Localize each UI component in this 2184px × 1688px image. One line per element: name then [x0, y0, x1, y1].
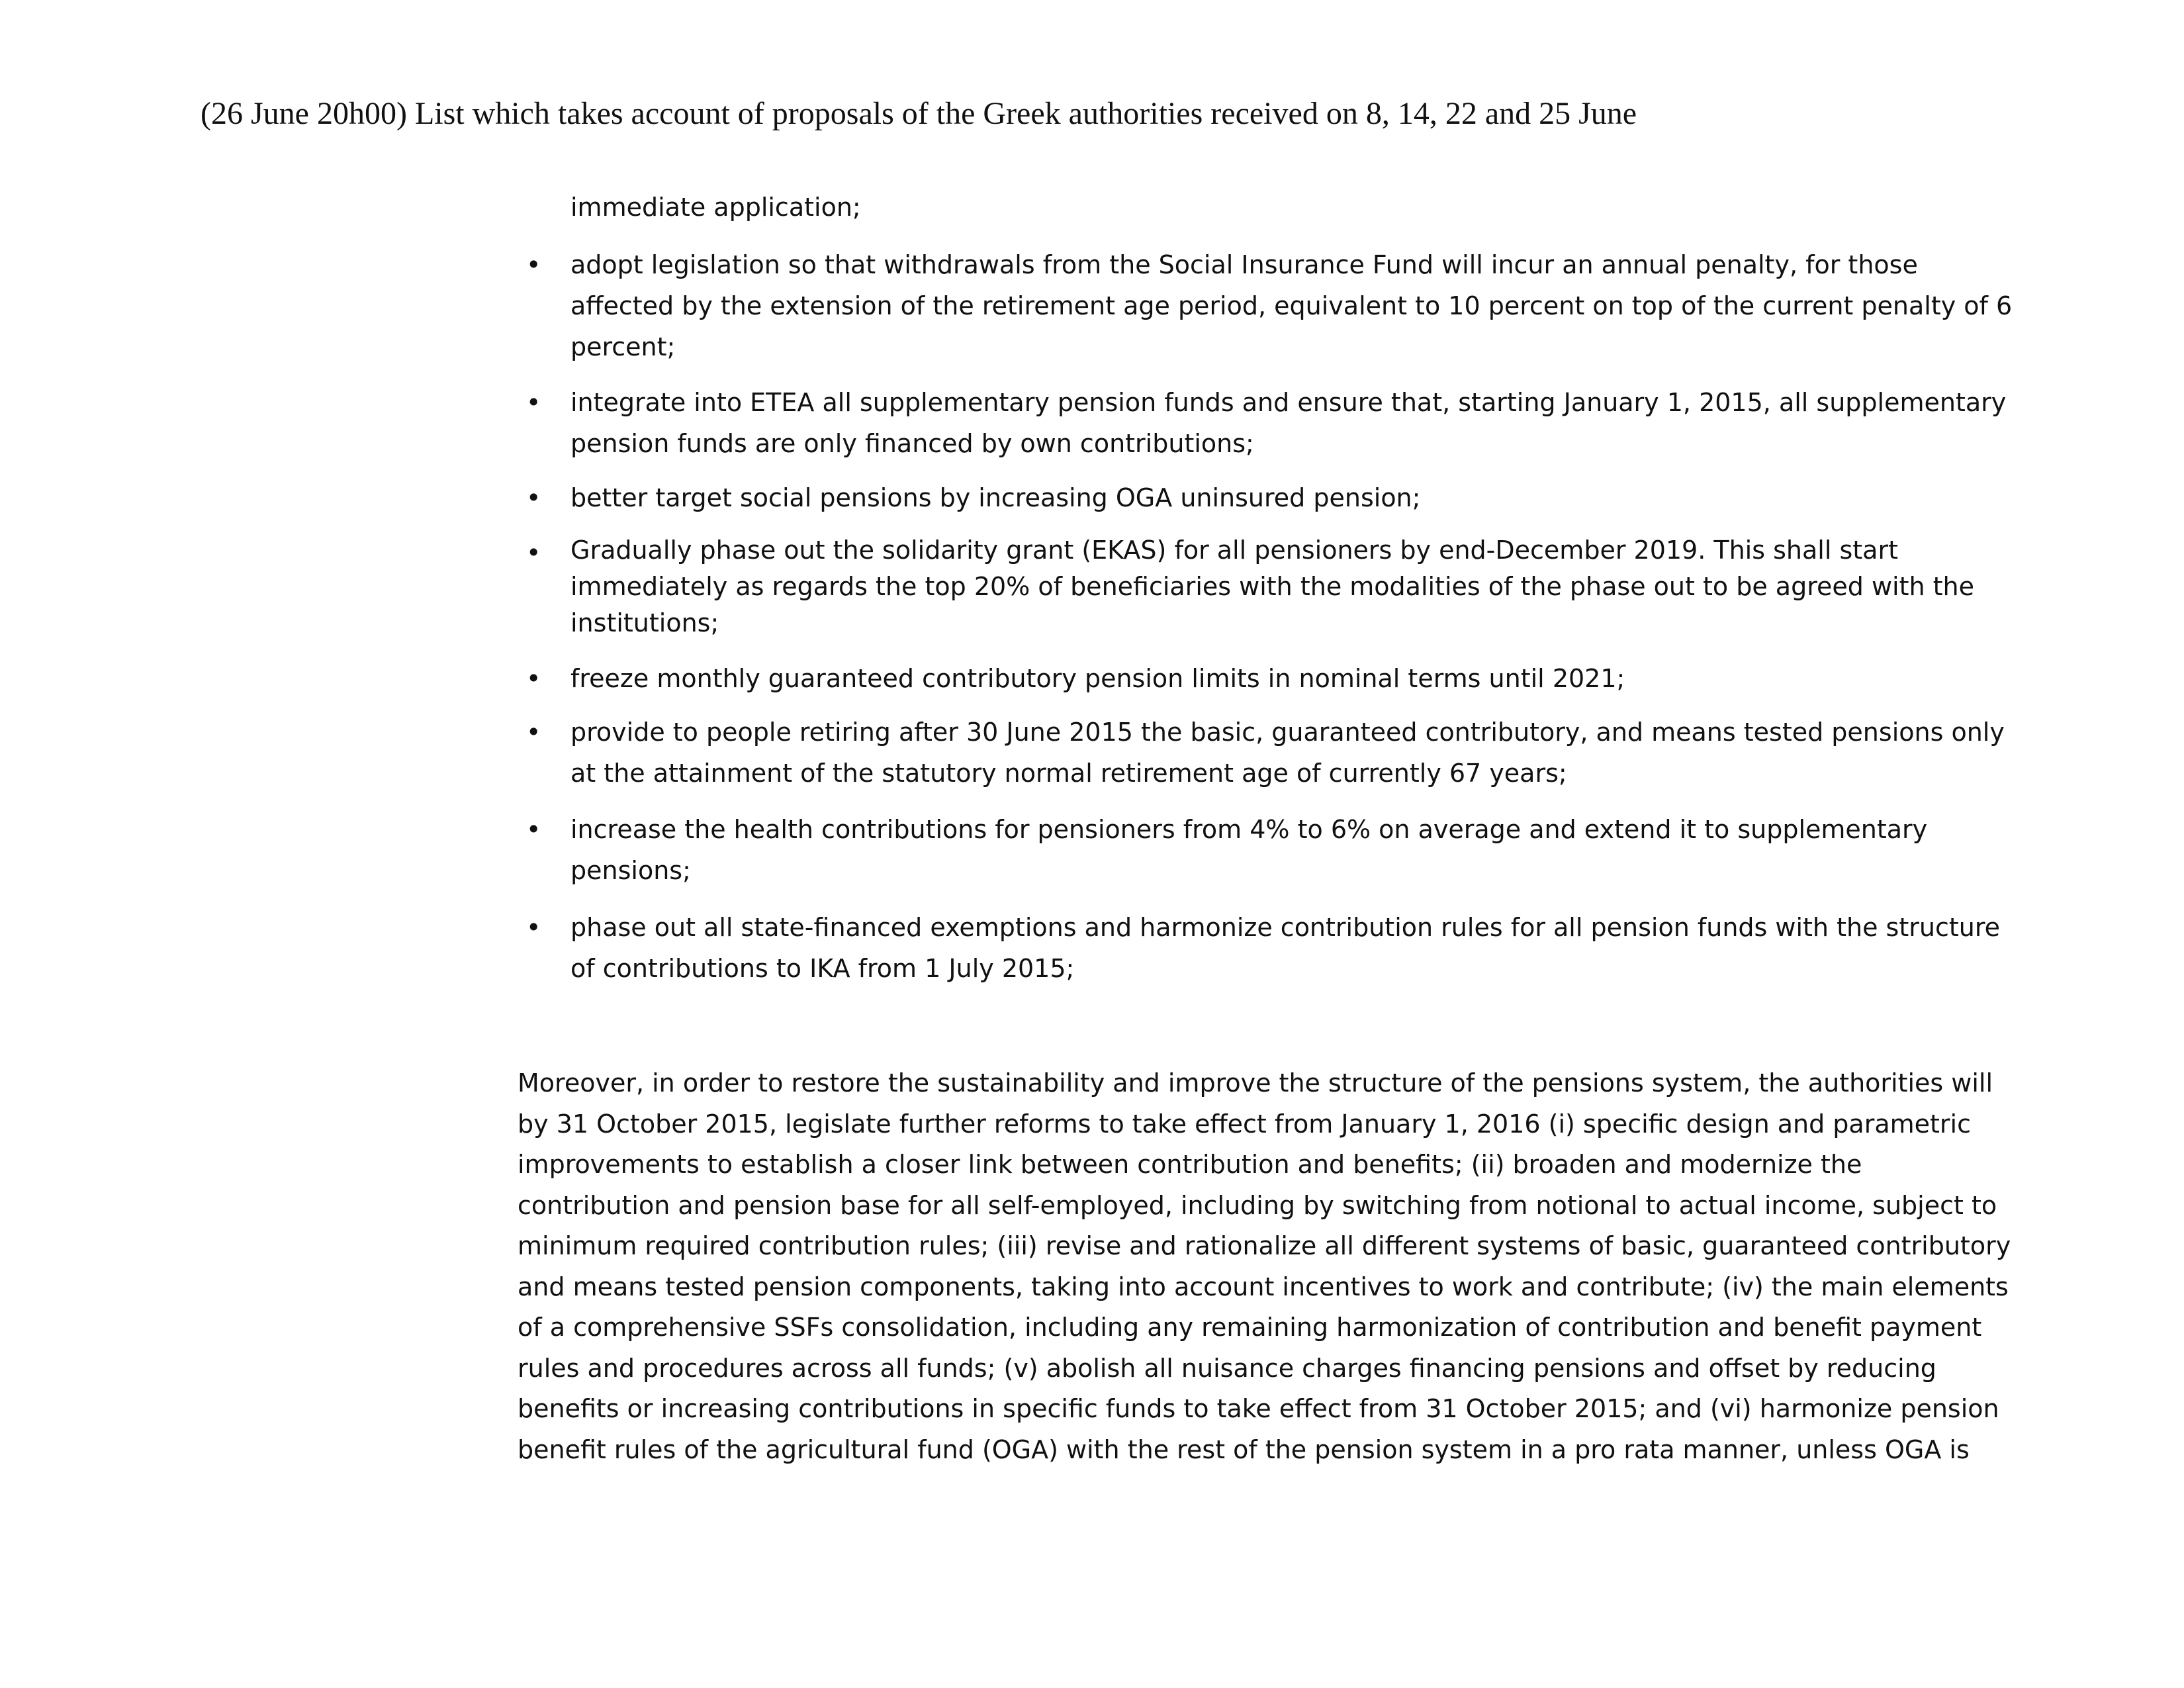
paragraph-line: benefit rules of the agricultural fund (OGA) with the rest of the pension system in a pro rata manner, unless OGA is: [518, 1434, 1970, 1464]
bullet-line: pensions;: [570, 856, 691, 885]
bullet-text: [570, 809, 1974, 891]
bullet-marker: •: [526, 483, 541, 512]
paragraph-line: contribution and pension base for all self-employed, including by switching from notional to actual income, subject to: [518, 1190, 1997, 1220]
bullet-line: percent;: [570, 332, 676, 361]
bullet-line: increase the health contributions for pensioners from 4% to 6% on average and extend it to supplementary: [570, 815, 1928, 844]
bullet-line: affected by the extension of the retirement age period, equivalent to 10 percent on top of the current penalty of 6: [570, 291, 2013, 320]
paragraph-line: by 31 October 2015, legislate further reforms to take effect from January 1, 2016 (i) specific design and parametric: [518, 1109, 1971, 1139]
bullet-text: [570, 244, 2013, 367]
bullet-line: freeze monthly guaranteed contributory pension limits in nominal terms until 2021;: [570, 664, 1625, 693]
bullet-marker: •: [526, 815, 541, 844]
bullet-line: institutions;: [570, 608, 719, 637]
bullet-line: pension funds are only financed by own contributions;: [570, 429, 1254, 458]
bullet-line: of contributions to IKA from 1 July 2015;: [570, 954, 1075, 983]
bullet-marker: •: [526, 388, 541, 417]
bullet-line: adopt legislation so that withdrawals from the Social Insurance Fund will incur an annual penalty, for those: [570, 250, 1918, 279]
paragraph-line: Moreover, in order to restore the sustainability and improve the structure of the pensions system, the authorities will: [518, 1068, 1993, 1098]
paragraph-line: and means tested pension components, taking into account incentives to work and contribute; (iv) the main elements: [518, 1272, 2009, 1301]
bullet-text: [570, 477, 1974, 518]
continuation-text: immediate application;: [570, 193, 861, 222]
bullet-line: at the attainment of the statutory normal retirement age of currently 67 years;: [570, 759, 1567, 788]
paragraph-line: rules and procedures across all funds; (v) abolish all nuisance charges financing pensions and offset by reducing: [518, 1353, 1936, 1383]
page-header-title: (26 June 20h00) List which takes account of proposals of the Greek authorities received on 8, 14, 22 and 25 June: [201, 96, 1637, 131]
paragraph-line: of a comprehensive SSFs consolidation, including any remaining harmonization of contribution and benefit payment: [518, 1313, 1982, 1342]
bullet-text: [570, 658, 1974, 699]
bullet-line: integrate into ETEA all supplementary pension funds and ensure that, starting January 1, 2015, all supplementary: [570, 388, 2007, 417]
bullet-line: provide to people retiring after 30 June 2015 the basic, guaranteed contributory, and means tested pensions only: [570, 718, 2005, 747]
bullet-text: [570, 382, 2007, 464]
bullet-line: better target social pensions by increasing OGA uninsured pension;: [570, 483, 1421, 512]
bullet-marker: •: [526, 250, 541, 279]
bullet-line: Gradually phase out the solidarity grant (EKAS) for all pensioners by end-December 2019. This shall start: [570, 536, 1898, 565]
bullet-text: [570, 532, 1974, 641]
bullet-text: [570, 712, 2005, 794]
bullet-line: immediately as regards the top 20% of beneficiaries with the modalities of the phase out to be agreed with the: [570, 572, 1975, 601]
bullet-marker: •: [526, 913, 541, 942]
pension-reform-paragraph: [518, 1063, 2011, 1470]
paragraph-line: benefits or increasing contributions in specific funds to take effect from 31 October 2015; and (vi) harmonize pension: [518, 1394, 1999, 1423]
bullet-text: [570, 907, 2000, 989]
bullet-line: phase out all state-financed exemptions and harmonize contribution rules for all pension funds with the structure: [570, 913, 2000, 942]
bullet-marker: •: [526, 664, 541, 693]
paragraph-line: improvements to establish a closer link between contribution and benefits; (ii) broaden and modernize the: [518, 1150, 1862, 1179]
paragraph-line: minimum required contribution rules; (iii) revise and rationalize all different systems of basic, guaranteed contributory: [518, 1231, 2011, 1260]
bullet-marker: •: [526, 538, 541, 567]
bullet-marker: •: [526, 718, 541, 747]
